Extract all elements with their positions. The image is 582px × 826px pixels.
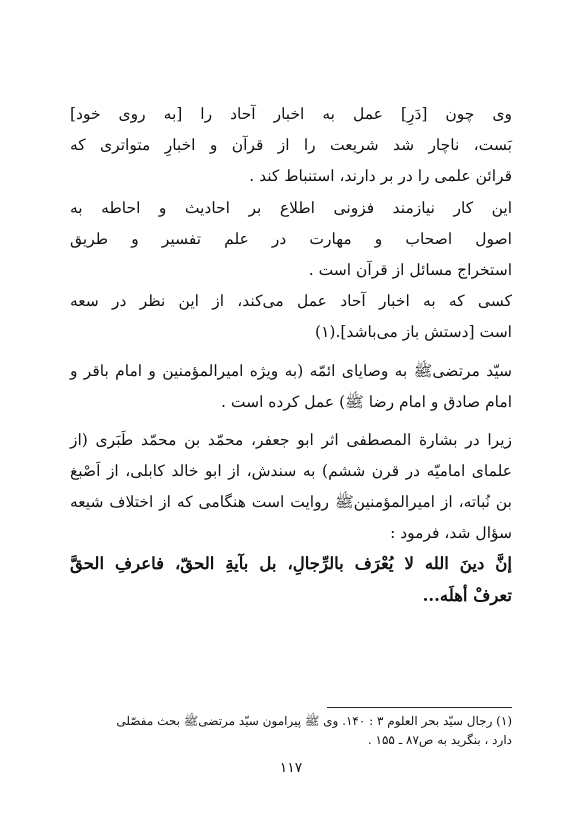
text-line-1: وی چون [دَرِ] عمل به اخبار آحاد را [به روی خود] <box>70 105 512 123</box>
text-line-12: علمای امامیّه در قرن ششم) به سندش، از ابو خالد کابلی، از اَصْبغ <box>70 462 512 480</box>
page-number: ۱۱۷ <box>279 760 303 776</box>
text-line-3: قرائن علمی را در بر دارند، استنباط کند . <box>249 167 512 185</box>
text-line-14: سؤال شد، فرمود : <box>390 524 512 542</box>
footnote-line-2: دارد ، بنگرید به ص۸۷ ـ ۱۵۵ . <box>367 733 512 747</box>
text-line-8: است [دستش باز می‌باشد].(۱) <box>315 323 512 341</box>
text-line-13: بن نُباته، از امیرالمؤمنین‌ﷺ روایت است هنگامی که از اختلاف شیعه <box>70 493 512 511</box>
text-line-10: امام صادق و امام رضا ﷺ) عمل کرده است . <box>221 393 512 411</box>
text-line-4: این کار نیازمند فزونی اطلاع بر احادیث و احاطه به <box>70 199 512 217</box>
text-line-6: استخراج مسائل از قرآن است . <box>308 261 512 279</box>
arabic-quote-line-2: تعرفْ أهلَه... <box>422 586 512 605</box>
text-line-7: کسی که به اخبار آحاد عمل می‌کند، از این نظر در سعه <box>70 292 512 310</box>
text-line-11: زیرا در بشارة المصطفی اثر ابو جعفر، محمّد بن محمّد طَبَری (از <box>70 431 512 449</box>
arabic-quote-line-1: إنَّ دینَ الله لا یُعْرَف بالرِّجالِ، بل بآیةِ الحقّ، فاعرفِ الحقَّ <box>70 554 512 573</box>
text-line-2: بَست، ناچار شد شریعت را از قرآن و اخبارِ متواتری که <box>70 136 512 154</box>
footnote-line-1: (۱) رجال سیّد بحر العلوم ۳ : ۱۴۰. وی ﷺ پیرامون سیّد مرتضی‌ﷺ بحث مفصّلی <box>116 714 512 728</box>
footnote-divider <box>327 707 512 708</box>
text-line-9: سیّد مرتضی‌ﷺ به وصایای ائمّه (به ویژه امیرالمؤمنین و امام باقر و <box>70 362 512 380</box>
text-line-5: اصول اصحاب و مهارت در علم تفسیر و طریق <box>70 230 512 248</box>
